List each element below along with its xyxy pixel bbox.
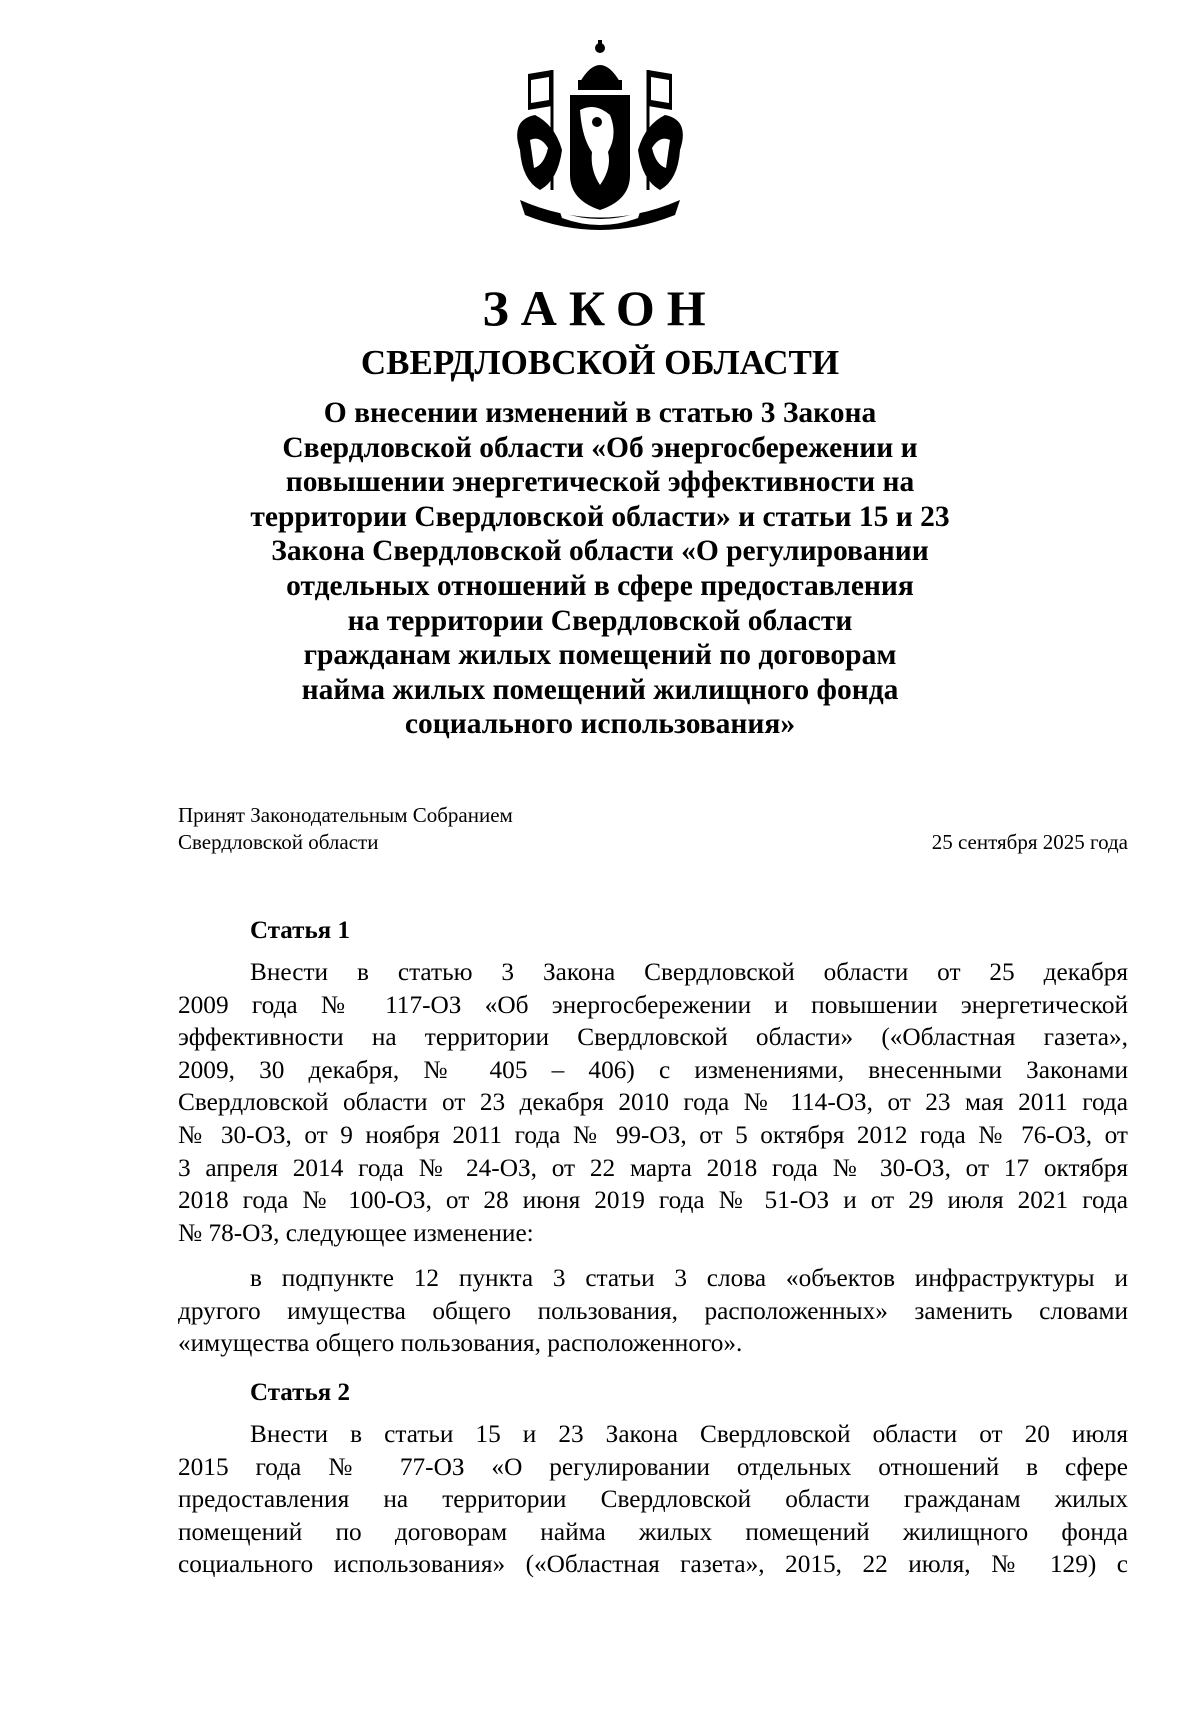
region-heading: СВЕРДЛОВСКОЙ ОБЛАСТИ — [360, 343, 840, 382]
law-title-line: территории Свердловской области» и статьи 15 и 23 — [250, 500, 950, 533]
text-line: социального использования» («Областная газета», 2015, 22 июля, № 129) с — [178, 1550, 1128, 1579]
law-title-line: Свердловской области «Об энергосбережении и — [282, 431, 918, 464]
law-title-line: О внесении изменений в статью 3 Закона — [323, 397, 877, 429]
law-title — [230, 396, 970, 742]
law-title-line: социального использования» — [404, 708, 796, 741]
article-1-paragraph-2 — [178, 1262, 1128, 1360]
adoption-line: Свердловской области — [178, 830, 379, 854]
text-line: помещений по договорам найма жилых помещений жилищного фонда — [178, 1517, 1128, 1546]
article-1-heading: Статья 1 — [250, 917, 350, 944]
coat-of-arms-emblem — [500, 40, 700, 245]
law-title-line: найма жилых помещений жилищного фонда — [301, 673, 899, 706]
article-1-paragraph-1 — [178, 956, 1128, 1249]
text-line: предоставления на территории Свердловской области гражданам жилых — [178, 1485, 1128, 1514]
text-line: в подпункте 12 пункта 3 статьи 3 слова «объектов инфраструктуры и — [250, 1264, 1128, 1292]
text-line: 2015 года № 77-ОЗ «О регулировании отдельных отношений в сфере — [178, 1452, 1128, 1481]
text-line: № 78-ОЗ, следующее изменение: — [178, 1218, 534, 1247]
law-heading: ЗАКОН — [482, 280, 718, 336]
law-title-line: повышении энергетической эффективности на — [285, 466, 915, 499]
text-line: № 30-ОЗ, от 9 ноября 2011 года № 99-ОЗ, от 5 октября 2012 года № 76-ОЗ, от — [178, 1120, 1128, 1149]
text-line: Внести в статью 3 Закона Свердловской области от 25 декабря — [250, 958, 1128, 986]
text-line: 3 апреля 2014 года № 24-ОЗ, от 22 марта 2018 года № 30-ОЗ, от 17 октября — [178, 1153, 1128, 1182]
text-line: «имущества общего пользования, расположенного». — [178, 1329, 743, 1358]
text-line: другого имущества общего пользования, расположенных» заменить словами — [178, 1296, 1128, 1325]
text-line: 2009, 30 декабря, № 405 – 406) с изменениями, внесенными Законами — [178, 1055, 1128, 1084]
text-line: эффективности на территории Свердловской области» («Областная газета», — [178, 1023, 1128, 1052]
text-line: 2009 года № 117-ОЗ «Об энергосбережении и повышении энергетической — [178, 990, 1128, 1019]
adoption-line: Принят Законодательным Собранием — [178, 803, 513, 827]
crown-icon — [578, 40, 622, 90]
law-title-line: гражданам жилых помещений по договорам — [303, 639, 897, 672]
text-line: 2018 года № 100-ОЗ, от 28 июня 2019 года № 51-ОЗ и от 29 июля 2021 года — [178, 1186, 1128, 1215]
law-title-line: Закона Свердловской области «О регулировании — [271, 535, 929, 568]
text-line: Свердловской области от 23 декабря 2010 года № 114-ОЗ, от 23 мая 2011 года — [178, 1088, 1128, 1117]
law-title-line: отдельных отношений в сфере предоставления — [286, 569, 914, 602]
adoption-date: 25 сентября 2025 года — [931, 830, 1128, 854]
text-line: Внести в статьи 15 и 23 Закона Свердловской области от 20 июля — [250, 1420, 1128, 1448]
article-2-heading: Статья 2 — [250, 1379, 350, 1406]
adoption-note — [178, 802, 513, 856]
law-title-line: на территории Свердловской области — [347, 604, 853, 637]
article-2-paragraph-1 — [178, 1418, 1128, 1581]
